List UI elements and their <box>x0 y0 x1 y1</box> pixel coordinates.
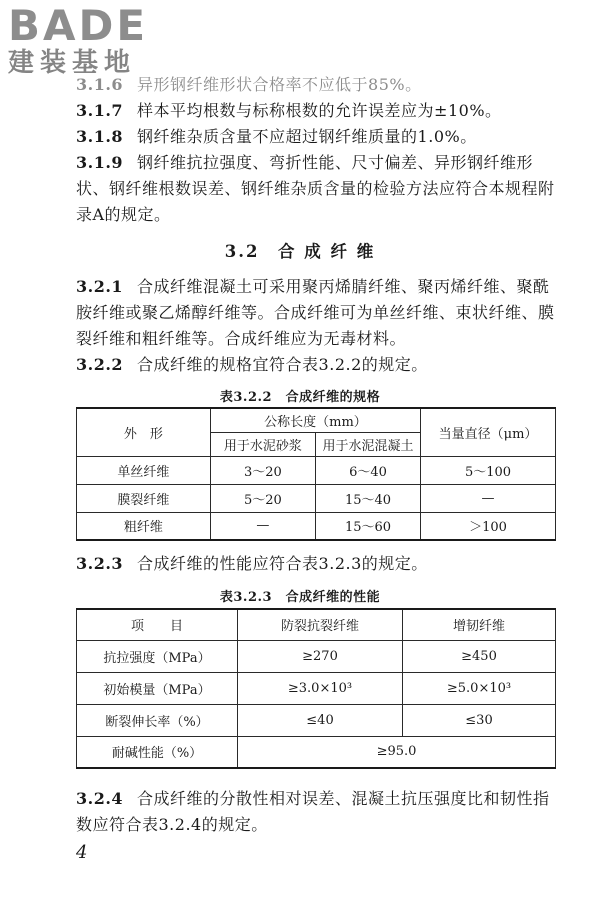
clause-number: 3.1.6 <box>76 75 124 94</box>
clause-text: 样本平均根数与标称根数的允许误差应为±10%。 <box>137 101 502 120</box>
clause-number: 3.1.9 <box>76 153 124 172</box>
header-diameter: 当量直径（μm） <box>421 408 556 456</box>
clause-text: 合成纤维混凝土可采用聚丙烯腈纤维、聚丙烯纤维、聚酰胺纤维或聚乙烯醇纤维等。合成纤维可为单丝纤维、束状纤维、膜裂纤维和粗纤维等。合成纤维应为无毒材料。 <box>76 277 555 348</box>
table-row <box>77 512 556 540</box>
row-mortar: 3～20 <box>210 456 315 484</box>
row-tough: ≥5.0×10³ <box>403 672 556 704</box>
row-concrete: 6～40 <box>315 456 420 484</box>
row-mortar: — <box>210 512 315 540</box>
clause-number: 3.2.1 <box>76 277 124 296</box>
table-row <box>77 672 556 704</box>
header-item: 项 目 <box>77 609 238 640</box>
table-3-2-3-caption: 表3.2.3 合成纤维的性能 <box>219 590 381 605</box>
clause-number: 3.2.2 <box>76 355 124 374</box>
clause-3-1-9 <box>76 150 564 228</box>
header-mortar: 用于水泥砂浆 <box>210 432 315 456</box>
row-name: 耐碱性能（%） <box>77 736 238 768</box>
clause-3-2-2 <box>76 352 564 378</box>
row-concrete: 15～60 <box>315 512 420 540</box>
row-crack: ≥3.0×10³ <box>238 672 403 704</box>
clause-text: 合成纤维的规格宜符合表3.2.2的规定。 <box>137 355 428 374</box>
table-row <box>77 736 556 768</box>
row-name: 单丝纤维 <box>77 456 211 484</box>
row-name: 初始模量（MPa） <box>77 672 238 704</box>
table-row <box>77 640 556 672</box>
clause-number: 3.2.4 <box>76 789 124 808</box>
row-concrete: 15～40 <box>315 484 420 512</box>
row-crack: ≤40 <box>238 704 403 736</box>
table-row <box>77 456 556 484</box>
table-3-2-2 <box>76 407 556 541</box>
clause-text: 钢纤维抗拉强度、弯折性能、尺寸偏差、异形钢纤维形状、钢纤维根数误差、钢纤维杂质含量的检验方法应符合本规程附录A的规定。 <box>76 153 555 224</box>
header-concrete: 用于水泥混凝土 <box>315 432 420 456</box>
row-mortar: 5～20 <box>210 484 315 512</box>
row-crack: ≥270 <box>238 640 403 672</box>
row-tough: ≥450 <box>403 640 556 672</box>
clause-text: 合成纤维的性能应符合表3.2.3的规定。 <box>137 554 428 573</box>
row-alkali-value: ≥95.0 <box>238 736 556 768</box>
header-shape: 外 形 <box>77 408 211 456</box>
clause-text: 钢纤维杂质含量不应超过钢纤维质量的1.0%。 <box>137 127 477 146</box>
section-title: 3.2 合 成 纤 维 <box>224 242 376 261</box>
clause-3-1-6 <box>76 72 564 98</box>
clause-3-1-7 <box>76 98 564 124</box>
row-name: 膜裂纤维 <box>77 484 211 512</box>
page-number: 4 <box>76 842 88 863</box>
row-tough: ≤30 <box>403 704 556 736</box>
clause-3-2-4 <box>76 786 564 838</box>
header-length: 公称长度（mm） <box>210 408 420 432</box>
header-crack: 防裂抗裂纤维 <box>238 609 403 640</box>
row-diameter: — <box>421 484 556 512</box>
row-diameter: ＞100 <box>421 512 556 540</box>
clause-number: 3.1.8 <box>76 127 124 146</box>
clause-3-1-8 <box>76 124 564 150</box>
clause-number: 3.1.7 <box>76 101 124 120</box>
clause-number: 3.2.3 <box>76 554 124 573</box>
row-name: 粗纤维 <box>77 512 211 540</box>
clause-3-2-3 <box>76 551 564 577</box>
table-row <box>77 484 556 512</box>
row-diameter: 5～100 <box>421 456 556 484</box>
clause-3-2-1 <box>76 274 564 352</box>
clause-text: 合成纤维的分散性相对误差、混凝土抗压强度比和韧性指数应符合表3.2.4的规定。 <box>76 789 550 834</box>
table-row <box>77 704 556 736</box>
row-name: 断裂伸长率（%） <box>77 704 238 736</box>
header-tough: 增韧纤维 <box>403 609 556 640</box>
logo-subtitle: 建装基地 <box>8 48 137 78</box>
clause-text: 异形钢纤维形状合格率不应低于85%。 <box>137 75 422 94</box>
logo-text: BADE <box>8 1 149 50</box>
row-name: 抗拉强度（MPa） <box>77 640 238 672</box>
table-3-2-2-caption: 表3.2.2 合成纤维的规格 <box>219 390 381 405</box>
table-3-2-3 <box>76 608 556 769</box>
